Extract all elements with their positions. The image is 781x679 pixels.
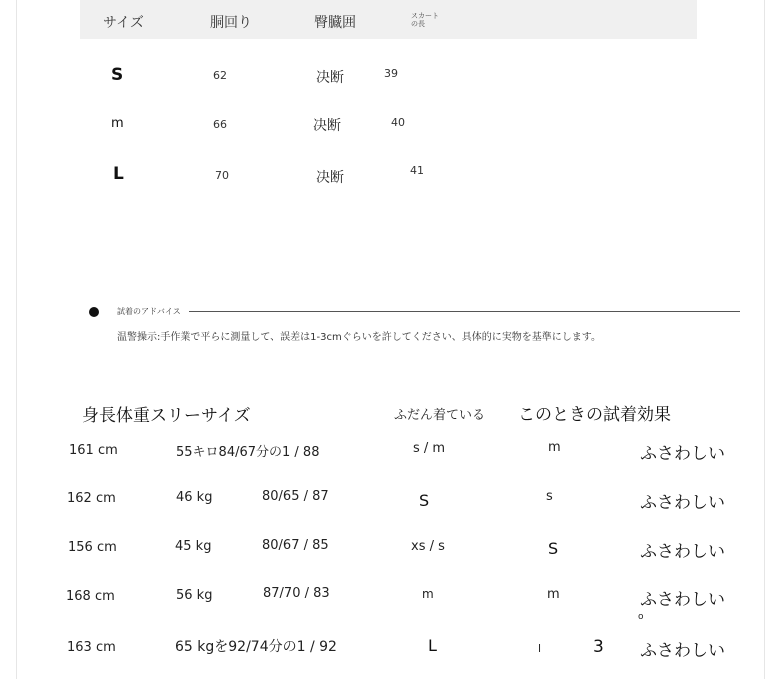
fit-row-3-weight: 56 kg [176, 588, 213, 603]
fitting-header-body: 身長体重スリーサイズ [82, 406, 251, 426]
size-row-2-waist: 70 [215, 169, 229, 182]
advice-divider [189, 311, 740, 312]
header-waist: 胴回り [210, 15, 252, 31]
fit-row-4-tried: l [538, 642, 542, 655]
fitting-header-effect: このときの試着効果 [518, 405, 671, 425]
fit-row-1-effect: ふさわしい [640, 493, 725, 513]
fit-row-0-tried: m [548, 440, 561, 455]
size-row-1-hip: 决断 [313, 118, 341, 134]
header-size: サイズ [103, 15, 144, 31]
size-row-1-size: m [111, 116, 124, 131]
fit-row-3-height: 168 cm [66, 589, 115, 604]
fit-row-0-height: 161 cm [69, 443, 118, 458]
fit-row-4-usual: L [428, 636, 437, 655]
fit-row-2-weight: 45 kg [175, 539, 212, 554]
fit-row-0-weight-measure: 55キロ84/67分の1 / 88 [176, 445, 320, 460]
fit-row-1-height: 162 cm [67, 491, 116, 506]
fit-row-2-tried: S [548, 539, 559, 558]
fit-row-0-usual: s / m [413, 441, 446, 456]
advice-title: 試着のアドバイス [117, 307, 181, 316]
fit-row-4-extra: 3 [593, 637, 604, 657]
size-row-0-hip: 决断 [316, 70, 344, 86]
size-table-header [80, 0, 697, 39]
right-page-border [764, 0, 765, 679]
header-skirt-length-line2: の長 [411, 20, 425, 28]
fit-row-2-height: 156 cm [68, 540, 117, 555]
fit-row-4-height: 163 cm [67, 640, 116, 655]
size-row-0-size: S [111, 65, 124, 85]
size-row-1-waist: 66 [213, 118, 227, 131]
bullet-dot-icon [89, 307, 99, 317]
fit-row-2-effect: ふさわしい [640, 542, 725, 562]
fit-row-3-effect: ふさわしい [640, 590, 725, 610]
size-row-2-length: 41 [410, 164, 424, 177]
advice-note: 温警操示:手作業で平らに測量して、誤差は1-3cmぐらいを許してください、具体的に実物を基準にします。 [117, 332, 601, 343]
left-page-border [16, 0, 17, 679]
fit-row-4-effect: ふさわしい [640, 641, 725, 661]
fit-row-1-measure: 80/65 / 87 [262, 489, 329, 504]
stray-mark: o [638, 612, 644, 622]
size-row-2-size: L [113, 164, 124, 184]
size-row-0-waist: 62 [213, 69, 227, 82]
fit-row-1-tried: s [546, 489, 553, 504]
fit-row-1-usual: S [419, 491, 430, 510]
fit-row-4-weight-measure: 65 kgを92/74分の1 / 92 [175, 639, 337, 655]
size-row-2-hip: 决断 [316, 170, 344, 186]
fit-row-3-tried: m [547, 587, 560, 602]
fit-row-0-effect: ふさわしい [640, 444, 725, 464]
fit-row-3-usual: m [422, 587, 434, 601]
fit-row-2-usual: xs / s [411, 539, 445, 554]
header-hip: 臀臓囲 [314, 15, 356, 31]
fitting-header-usual: ふだん着ている [394, 408, 486, 423]
fit-row-3-measure: 87/70 / 83 [263, 586, 330, 601]
fit-row-1-weight: 46 kg [176, 490, 213, 505]
fit-row-2-measure: 80/67 / 85 [262, 538, 329, 553]
size-row-1-length: 40 [391, 116, 405, 129]
size-row-0-length: 39 [384, 67, 398, 80]
header-skirt-length-line1: スカート [411, 12, 439, 20]
